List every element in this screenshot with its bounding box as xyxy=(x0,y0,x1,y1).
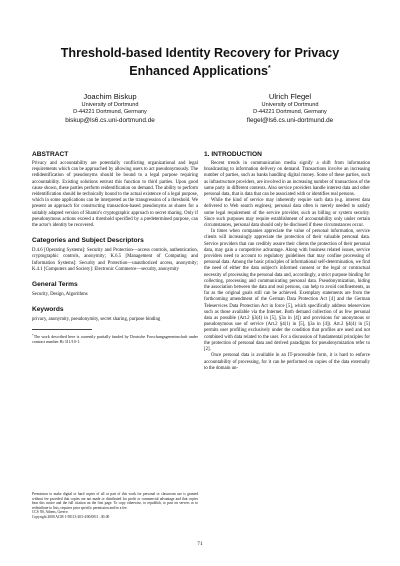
author-name: Joachim Biskup xyxy=(83,92,137,101)
intro-paragraph-3: In times when companies appreciate the value of personal information, service clients will increasingly appreciate the protection of their valuable personal data. Service providers that can credibly assure their clients the protection of their personal data, may gain a competitive advantage. Along with business related issues, service providers need to account to regulatory guidelines that may confine processing of personal data. Among the basic principles of informational self-determination, we find the need of either the data subject's informed consent or the legal or contractual necessity of processing the personal data and, accordingly, a strict purpose binding for collecting, processing and communicating personal data. Pseudonymization, hiding the association between the data and real persons, can help to avoid confinements, as far as the original goals still can be achieved. Exemplary statements are from the forthcoming amendment of the German Data Protection Act [4] and the German Teleservices Data Protection Act in force [5], which specifically address teleservices such as those available via the Internet. Both demand collection of as few personal data as possible (Art.2 §3(4) in [5], §3a in [4]) and provisions for anonymous or pseudonymous use of service (Art.2 §4(1) in [5], §3a in [4]). Art.2 §4(4) in [5] permits user profiling exclusively under the condition that profiles are used and not combined with data related to the user. For a discussion of fundamental principles for the protection of personal data and derived paradigms for pseudonymization refer to [2]. xyxy=(204,229,370,353)
footnote-text: The work described here is currently partially funded by Deutsche Forschungsgemeinschaft under contract number Bi 311/10-1. xyxy=(32,333,198,345)
author-affiliation: University of Dortmund xyxy=(261,102,319,108)
left-column xyxy=(32,150,198,344)
general-terms-heading: General Terms xyxy=(32,281,78,289)
intro-paragraph-1: Recent trends in communication media signify a shift from information broadcasting to information delivery on demand. Transactions involve an increasing number of parties, such as banks handling digital money. Some of these parties, such as infrastructure providers, are involved in an increasing number of transactions of the same party in different contexts. Also service providers handle interest data and other personal data, that is data that can be associated with or identifies real persons. xyxy=(204,161,370,198)
keywords-text: privacy, anonymity, pseudonymity, secret sharing, purpose binding xyxy=(32,317,161,323)
categories-text: D.4.6 [Operating Systems]: Security and Protection—access controls, authentication, cryptographic controls, anonymity; K.6.5 [Management of Computing and Information Systems]: Security and Protection—unauthorized access, anonymity; K.4.1 [Computers and Society]: Electronic Commerce—security, anonymity xyxy=(32,248,198,272)
keywords-heading: Keywords xyxy=(32,306,64,314)
intro-paragraph-4: Once personal data is available in an IT-processible form, it is hard to enforce accountability of processing, for it can be performed on copies of the data externally to the domain un- xyxy=(204,353,370,371)
paper-title xyxy=(40,46,360,79)
introduction-heading: 1. INTRODUCTION xyxy=(204,151,262,158)
copyright-line: Copyright 2000 ACM 1-58113-203-4/00/0011 ..$5.00 xyxy=(32,514,110,519)
title-footnote-mark: * xyxy=(268,65,271,72)
author-address: D-44221 Dortmund, Germany xyxy=(253,109,327,115)
abstract-heading: ABSTRACT xyxy=(32,151,69,158)
categories-heading: Categories and Subject Descriptors xyxy=(32,237,144,245)
general-terms-text: Security, Design, Algorithms xyxy=(32,292,88,298)
footnote-mark: * xyxy=(32,332,34,337)
permission-block xyxy=(32,492,198,520)
right-column xyxy=(204,150,370,372)
author-affiliation: University of Dortmund xyxy=(81,102,139,108)
intro-paragraph-2: While the kind of service may inherently require such data (e.g. interest data delivered to Web search engines), personal data often is merely needed to satisfy some legal requirement of the service provider, such as billing or system security. Since such purposes may require establishment of accountability only under certain circumstances, personal data should only be disclosed if these circumstances occur. xyxy=(204,198,370,229)
author-block-1 xyxy=(40,92,180,126)
page-number: 71 xyxy=(197,541,203,547)
funding-footnote xyxy=(32,333,198,344)
permission-text: Permission to make digital or hard copies of all or part of this work for personal or classroom use is granted without fee provided that copies are not made or distributed for profit or commercial advantage and that copies bear this notice and the full citation on the first page. To copy otherwise, to republish, to post on servers or to redistribute to lists, requires prior specific permission and/or a fee. xyxy=(32,492,198,510)
abstract-text: Privacy and accountability are potentially conflicting organizational and legal requirements which can be approached by allowing users to act pseudonymously. The redidentification of pseudonyms should be bound to a legal purpose requiring accountability. Existing solutions entrust this function to third parties. Upon good cause shown, these parties perform reidentification on demand. The ability to perform reidentification should be technically bound to the actual existence of a legal purpose, which in some applications can be interpreted as the transgression of a threshold. We present an approach for constructing transaction-based pseudonyms as shares for a suitably adapted version of Shamir's cryptographic approach to secret sharing. Only if pseudonymous actions exceed a threshold specified by a predetermined purpose, can the actor's identity be recovered. xyxy=(32,161,198,229)
footnote-rule xyxy=(32,329,92,330)
author-name: Ulrich Flegel xyxy=(268,92,312,101)
author-block-2 xyxy=(220,92,360,126)
title-text: Threshold-based Identity Recovery for Privacy Enhanced Applications xyxy=(60,46,340,78)
author-address: D-44221 Dortmund, Germany xyxy=(73,109,147,115)
author-email: biskup@ls6.cs.uni-dortmund.de xyxy=(65,117,155,124)
author-email: flegel@ls6.cs.uni-dortmund.de xyxy=(246,117,334,124)
conference-line: CCS '00, Athens, Greece. xyxy=(32,510,69,515)
